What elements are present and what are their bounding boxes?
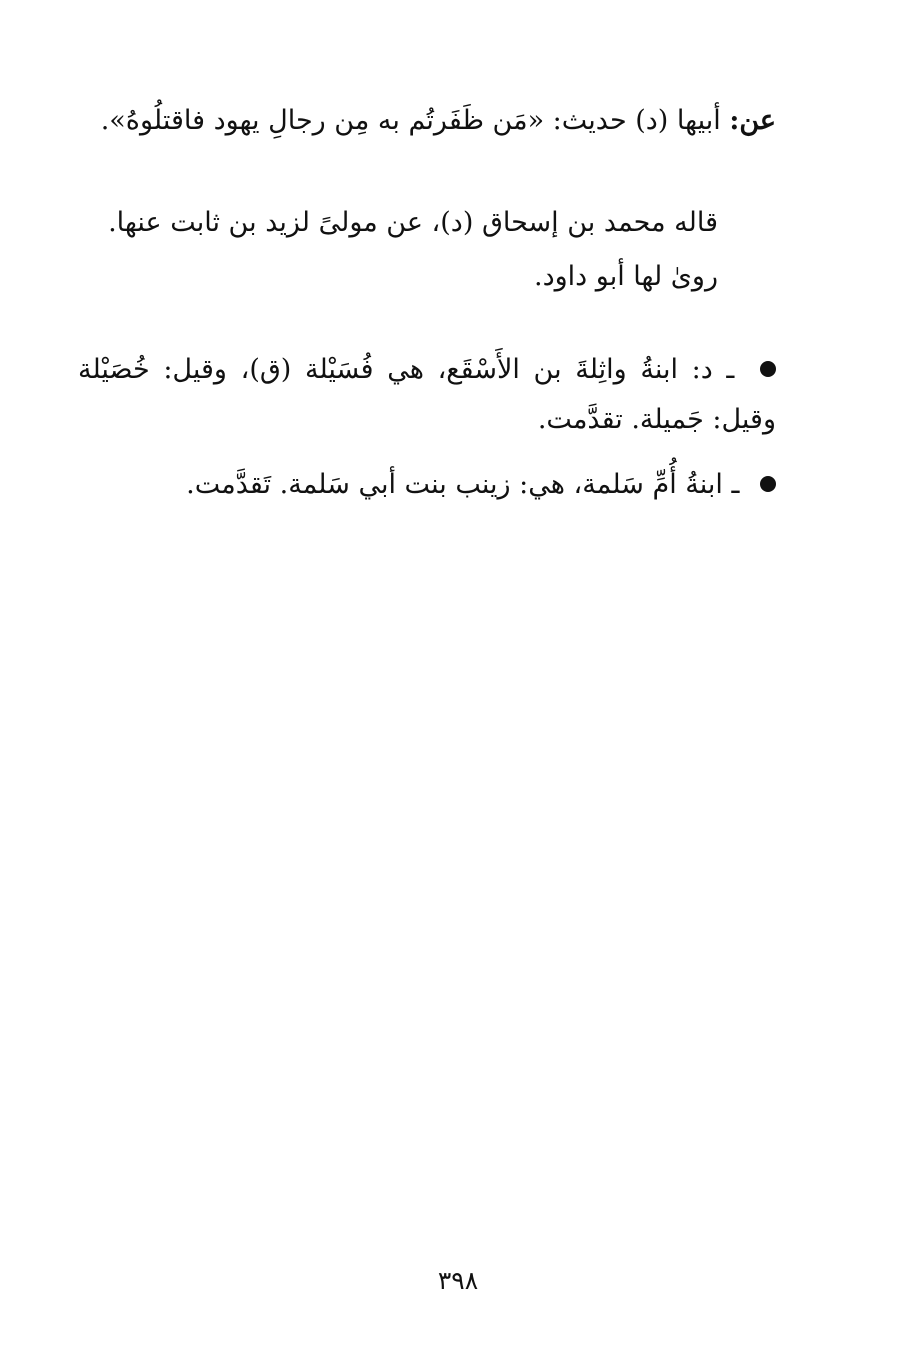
transmitter-text: روىٰ لها أبو داود. [534, 261, 718, 292]
entry-bint-umm-salama [78, 460, 776, 510]
entry-hadith [78, 96, 776, 146]
entry-lead-label: عن: [729, 105, 776, 136]
entry-narrator-line [78, 198, 718, 248]
entry-bint-wathila [78, 345, 776, 445]
entry-hadith-text: أبيها (د) حديث: «مَن ظَفَرتُم به مِن رجالِ يهود فاقتلُوهُ». [100, 105, 721, 136]
narrator-text: قاله محمد بن إسحاق (د)، عن مولىً لزيد بن ثابت عنها. [108, 207, 718, 238]
bullet-icon [760, 361, 776, 377]
page-number: ٣٩٨ [437, 1266, 479, 1295]
entry-transmitter-line [78, 252, 718, 302]
bullet-icon [760, 476, 776, 492]
entry-bint-umm-salama-text: ـ ابنةُ أُمِّ سَلمة، هي: زينب بنت أبي سَلمة. تَقدَّمت. [186, 469, 740, 500]
entry-bint-wathila-text: ـ د: ابنةُ واثِلةَ بن الأَسْقَع، هي فُسَيْلة (ق)، وقيل: خُصَيْلة وقيل: جَميلة. تقدَّمت. [78, 354, 776, 435]
